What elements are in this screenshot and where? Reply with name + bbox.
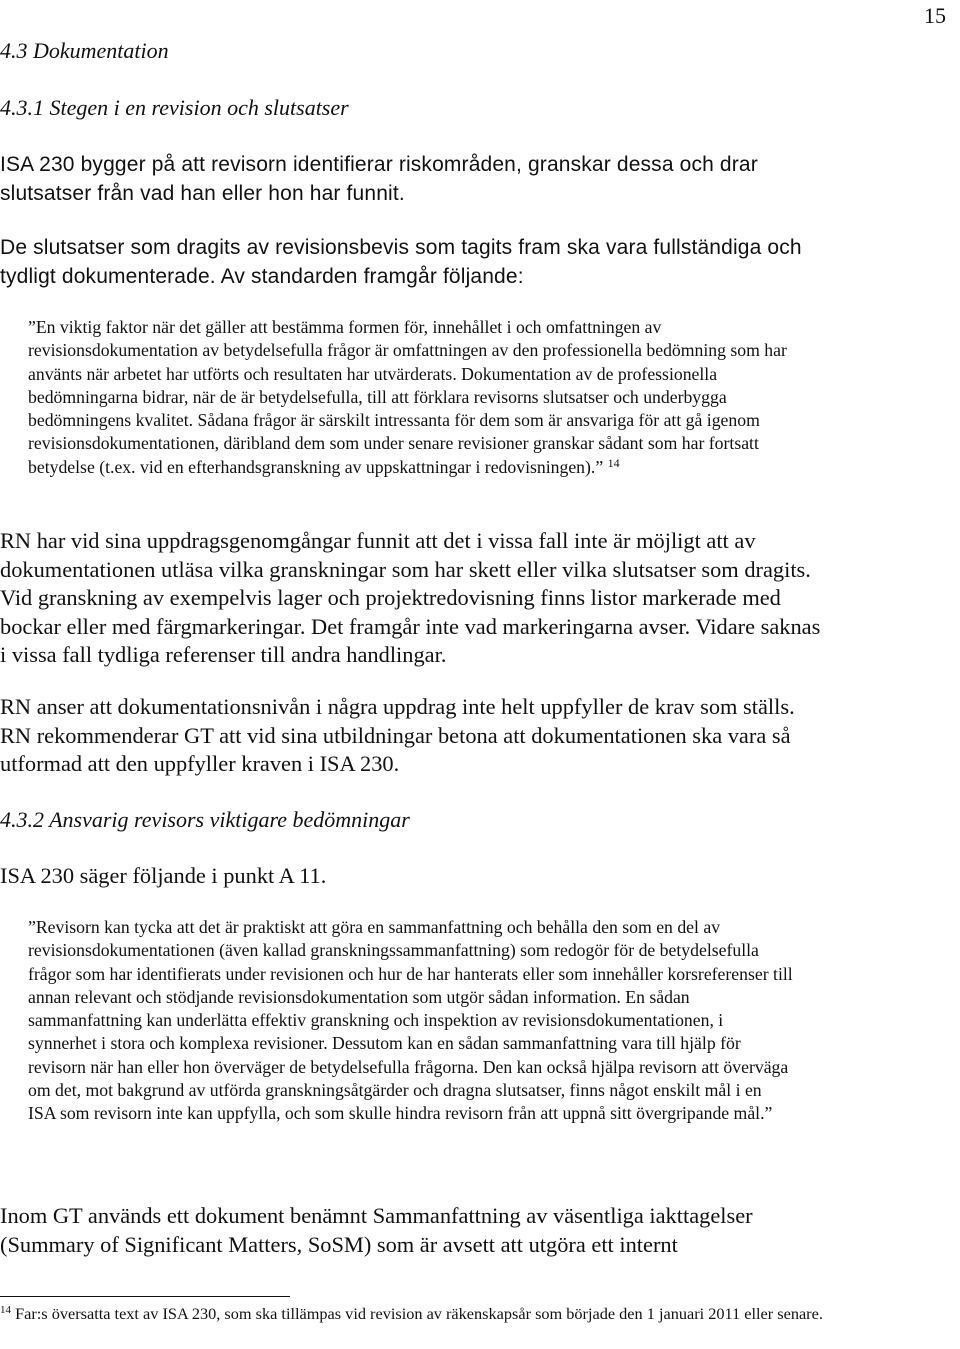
footnote-divider xyxy=(0,1296,290,1297)
body-paragraph-isa-a11: ISA 230 säger följande i punkt A 11. xyxy=(0,863,327,888)
body-paragraph-slutsatser: De slutsatser som dragits av revisionsbevis som tagits fram ska vara fullständiga och tydligt dokumenterade. Av standarden framgår följande: xyxy=(0,236,802,288)
footnote-text: Far:s översatta text av ISA 230, som ska tillämpas vid revision av räkenskapsår som började den 1 januari 2011 eller senare. xyxy=(15,1304,823,1323)
body-paragraph-isa-230: ISA 230 bygger på att revisorn identifierar riskområden, granskar dessa och drar slutsatser från vad han eller hon har funnit. xyxy=(0,153,758,205)
subsection-heading-4-3-2: 4.3.2 Ansvarig revisors viktigare bedömningar xyxy=(0,807,410,832)
footnote-reference: 14 xyxy=(607,455,620,470)
body-paragraph-sosm: Inom GT används ett dokument benämnt Sammanfattning av väsentliga iakttagelser (Summary of Significant Matters, SoSM) som är avsett att utgöra ett internt xyxy=(0,1203,753,1257)
body-paragraph-rn-recommendation: RN anser att dokumentationsnivån i några uppdrag inte helt uppfyller de krav som ställs. RN rekommenderar GT att vid sina utbildningar betona att dokumentationen ska vara så utformad att den uppfyller kraven i ISA 230. xyxy=(0,694,795,777)
footnote xyxy=(0,1303,840,1325)
page-number: 15 xyxy=(924,3,946,28)
block-quote-professional-judgement xyxy=(28,316,793,479)
footnote-marker: 14 xyxy=(0,1304,11,1316)
body-paragraph-rn-findings: RN har vid sina uppdragsgenomgångar funnit att det i vissa fall inte är möjligt att av dokumentationen utläsa vilka granskningar som har skett eller vilka slutsatser som dragits. Vid granskning av exempelvis lager och projektredovisning finns listor markerade med bockar eller med färgmarkeringar. Det framgår inte vad markeringarna avser. Vidare saknas i vissa fall tydliga referenser till andra handlingar. xyxy=(0,528,821,668)
block-quote-summary: ”Revisorn kan tycka att det är praktiskt att göra en sammanfattning och behålla den som en del av revisionsdokumentationen (även kallad granskningssammanfattning) som redogör för de betydelsefulla frågor som har identifierats under revisionen och hur de har hanterats eller som innehåller korsreferenser till annan relevant och stödjande revisionsdokumentation som utgör sådan information. En sådan sammanfattning kan underlätta effektiv granskning och inspektion av revisionsdokumentationen, i synnerhet i stora och komplexa revisioner. Dessutom kan en sådan sammanfattning vara till hjälp för revisorn när han eller hon överväger de betydelsefulla frågorna. Den kan också hjälpa revisorn att överväga om det, mot bakgrund av utförda granskningsåtgärder och dragna slutsatser, finns något enskilt mål i en ISA som revisorn inte kan uppfylla, och som skulle hindra revisorn från att uppnå sitt övergripande mål.” xyxy=(28,917,793,1124)
subsection-heading-4-3-1: 4.3.1 Stegen i en revision och slutsatser xyxy=(0,95,349,120)
section-heading: 4.3 Dokumentation xyxy=(0,38,169,63)
quote-text: ”En viktig faktor när det gäller att bestämma formen för, innehållet i och omfattningen av revisionsdokumentation av betydelsefulla frågor är omfattningen av den professionella bedömning som har använts när arbetet har utförts och resultaten har utvärderats. Dokumentation av de professionella bedömningarna bidrar, när de är betydelsefulla, till att förklara revisorns slutsatser och underbygga bedömningens kvalitet. Sådana frågor är särskilt intressanta för dem som är ansvariga för att gå igenom revisionsdokumentationen, däribland dem som under senare revisioner granskar sådant som har fortsatt betydelse (t.ex. vid en efterhandsgranskning av uppskattningar i redovisningen).” xyxy=(28,317,787,477)
